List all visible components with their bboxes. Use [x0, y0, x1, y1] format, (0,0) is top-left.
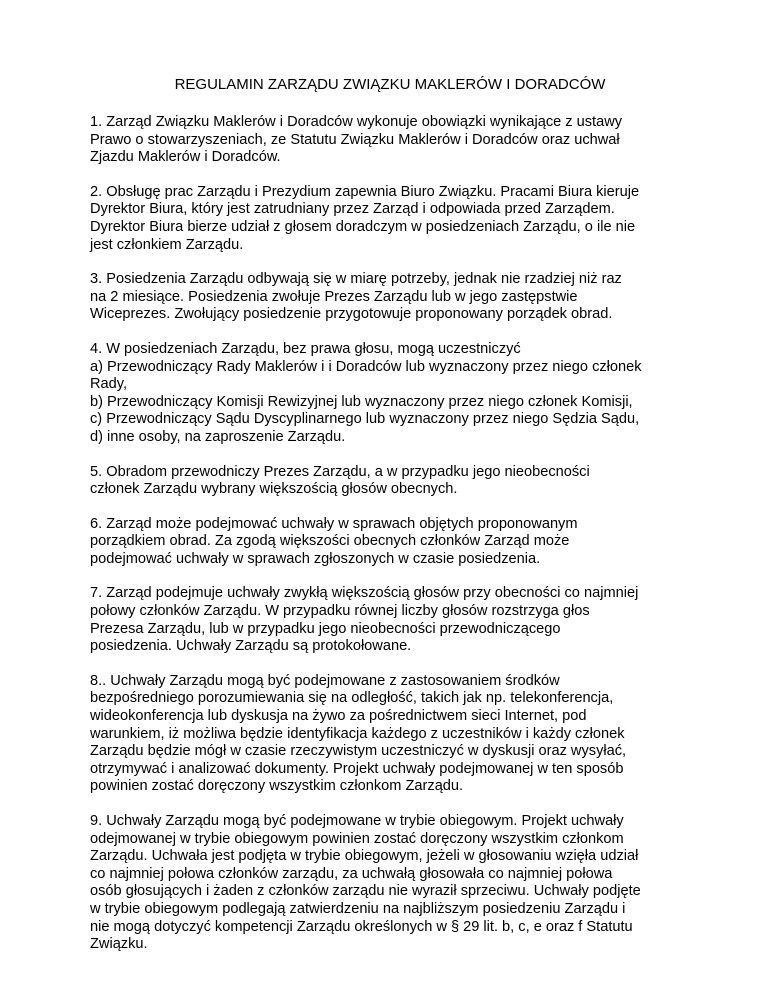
paragraph-5 [90, 464, 690, 499]
paragraph-line: d) inne osoby, na zaproszenie Zarządu. [90, 428, 346, 445]
paragraph-line: połowy członków Zarządu. W przypadku równej liczby głosów rozstrzyga głos [90, 603, 590, 620]
paragraph-4 [90, 341, 690, 447]
paragraph-line: 8.. Uchwały Zarządu mogą być podejmowane z zastosowaniem środków [90, 672, 560, 689]
paragraph-line: 3. Posiedzenia Zarządu odbywają się w miarę potrzeby, jednak nie rzadziej niż raz [90, 271, 622, 288]
paragraph-line: a) Przewodniczący Rady Maklerów i i Doradców lub wyznaczony przez niego członek [90, 358, 642, 375]
paragraph-line: Zarządu będzie mógł w czasie rzeczywistym uczestniczyć w dyskusji oraz wysyłać, [90, 743, 627, 760]
paragraph-line: 9. Uchwały Zarządu mogą być podejmowane w trybie obiegowym. Projekt uchwały [90, 813, 624, 829]
paragraph-line: członek Zarządu wybrany większością głosów obecnych. [90, 481, 458, 498]
paragraph-line: Związku. [90, 936, 148, 953]
paragraph-line: b) Przewodniczący Komisji Rewizyjnej lub wyznaczony przez niego członek Komisji, [90, 393, 633, 410]
document-page [90, 76, 690, 971]
paragraph-line: Dyrektor Biura bierze udział z głosem doradczym w posiedzeniach Zarządu, o ile nie [90, 218, 636, 235]
paragraph-line: wideokonferencja lub dyskusja na żywo za pośrednictwem sieci Internet, pod [90, 708, 587, 725]
paragraph-line: Zjazdu Maklerów i Doradców. [90, 149, 281, 166]
paragraph-line: podejmować uchwały w sprawach zgłoszonych w czasie posiedzenia. [90, 550, 541, 567]
paragraph-line: 2. Obsługę prac Zarządu i Prezydium zapewnia Biuro Związku. Pracami Biura kieruje [90, 183, 640, 200]
paragraph-line: Rady, [90, 376, 128, 393]
paragraph-line: porządkiem obrad. Za zgodą większości obecnych członków Zarząd może [90, 533, 570, 550]
paragraph-line: 5. Obradom przewodniczy Prezes Zarządu, a w przypadku jego nieobecności [90, 463, 590, 480]
paragraph-8 [90, 673, 690, 796]
paragraph-line: osób głosujących i żaden z członków zarządu nie wyraził sprzeciwu. Uchwały podjęte [90, 883, 641, 900]
paragraph-line: Wiceprezes. Zwołujący posiedzenie przygotowuje proponowany porządek obrad. [90, 306, 613, 323]
paragraph-line: warunkiem, iż możliwa będzie identyfikacja każdego z uczestników i każdy członek [90, 725, 625, 742]
paragraph-line: jest członkiem Zarządu. [90, 236, 244, 253]
paragraph-line: otrzymywać i analizować dokumenty. Projekt uchwały podejmowanej w ten sposób [90, 760, 624, 777]
paragraph-line: nie mogą dotyczyć kompetencji Zarządu określonych w § 29 lit. b, c, e oraz f Statutu [90, 918, 633, 935]
paragraph-line: powinien zostać doręczony wszystkim członkom Zarządu. [90, 778, 464, 795]
paragraph-2 [90, 184, 690, 254]
document-title: REGULAMIN ZARZĄDU ZWIĄZKU MAKLERÓW I DORADCÓW [174, 76, 606, 93]
paragraph-7 [90, 585, 690, 655]
paragraph-line: Prawo o stowarzyszeniach, ze Statutu Związku Maklerów i Doradców oraz uchwał [90, 131, 620, 148]
paragraph-line: Prezesa Zarządu, lub w przypadku jego nieobecności przewodniczącego [90, 620, 561, 637]
paragraph-line: 4. W posiedzeniach Zarządu, bez prawa głosu, mogą uczestniczyć [90, 340, 521, 357]
paragraph-line: Dyrektor Biura, który jest zatrudniany przez Zarząd i odpowiada przed Zarządem. [90, 201, 615, 218]
paragraph-line: 1. Zarząd Związku Maklerów i Doradców wykonuje obowiązki wynikające z ustawy [90, 114, 623, 130]
paragraph-line: bezpośredniego porozumiewania się na odległość, takich jak np. telekonferencja, [90, 690, 614, 707]
paragraph-line: w trybie obiegowym podlegają zatwierdzeniu na najbliższym posiedzeniu Zarządu i [90, 900, 626, 917]
paragraph-line: Zarządu. Uchwała jest podjęta w trybie obiegowym, jeżeli w głosowaniu wzięła udział [90, 848, 639, 865]
paragraph-3 [90, 271, 690, 324]
paragraph-line: posiedzenia. Uchwały Zarządu są protokołowane. [90, 638, 412, 655]
paragraph-line: odejmowanej w trybie obiegowym powinien zostać doręczony wszystkim członkom [90, 830, 624, 847]
paragraph-9 [90, 813, 690, 954]
paragraph-line: c) Przewodniczący Sądu Dyscyplinarnego lub wyznaczony przez niego Sędzia Sądu, [90, 411, 640, 428]
paragraph-1 [90, 114, 690, 167]
paragraph-line: co najmniej połowa członków zarządu, za uchwałą głosowała co najmniej połowa [90, 865, 613, 882]
paragraph-line: na 2 miesiące. Posiedzenia zwołuje Prezes Zarządu lub w jego zastępstwie [90, 288, 578, 305]
paragraph-line: 7. Zarząd podejmuje uchwały zwykłą większością głosów przy obecności co najmniej [90, 585, 639, 602]
paragraph-line: 6. Zarząd może podejmować uchwały w sprawach objętych proponowanym [90, 515, 578, 532]
paragraph-6 [90, 516, 690, 569]
